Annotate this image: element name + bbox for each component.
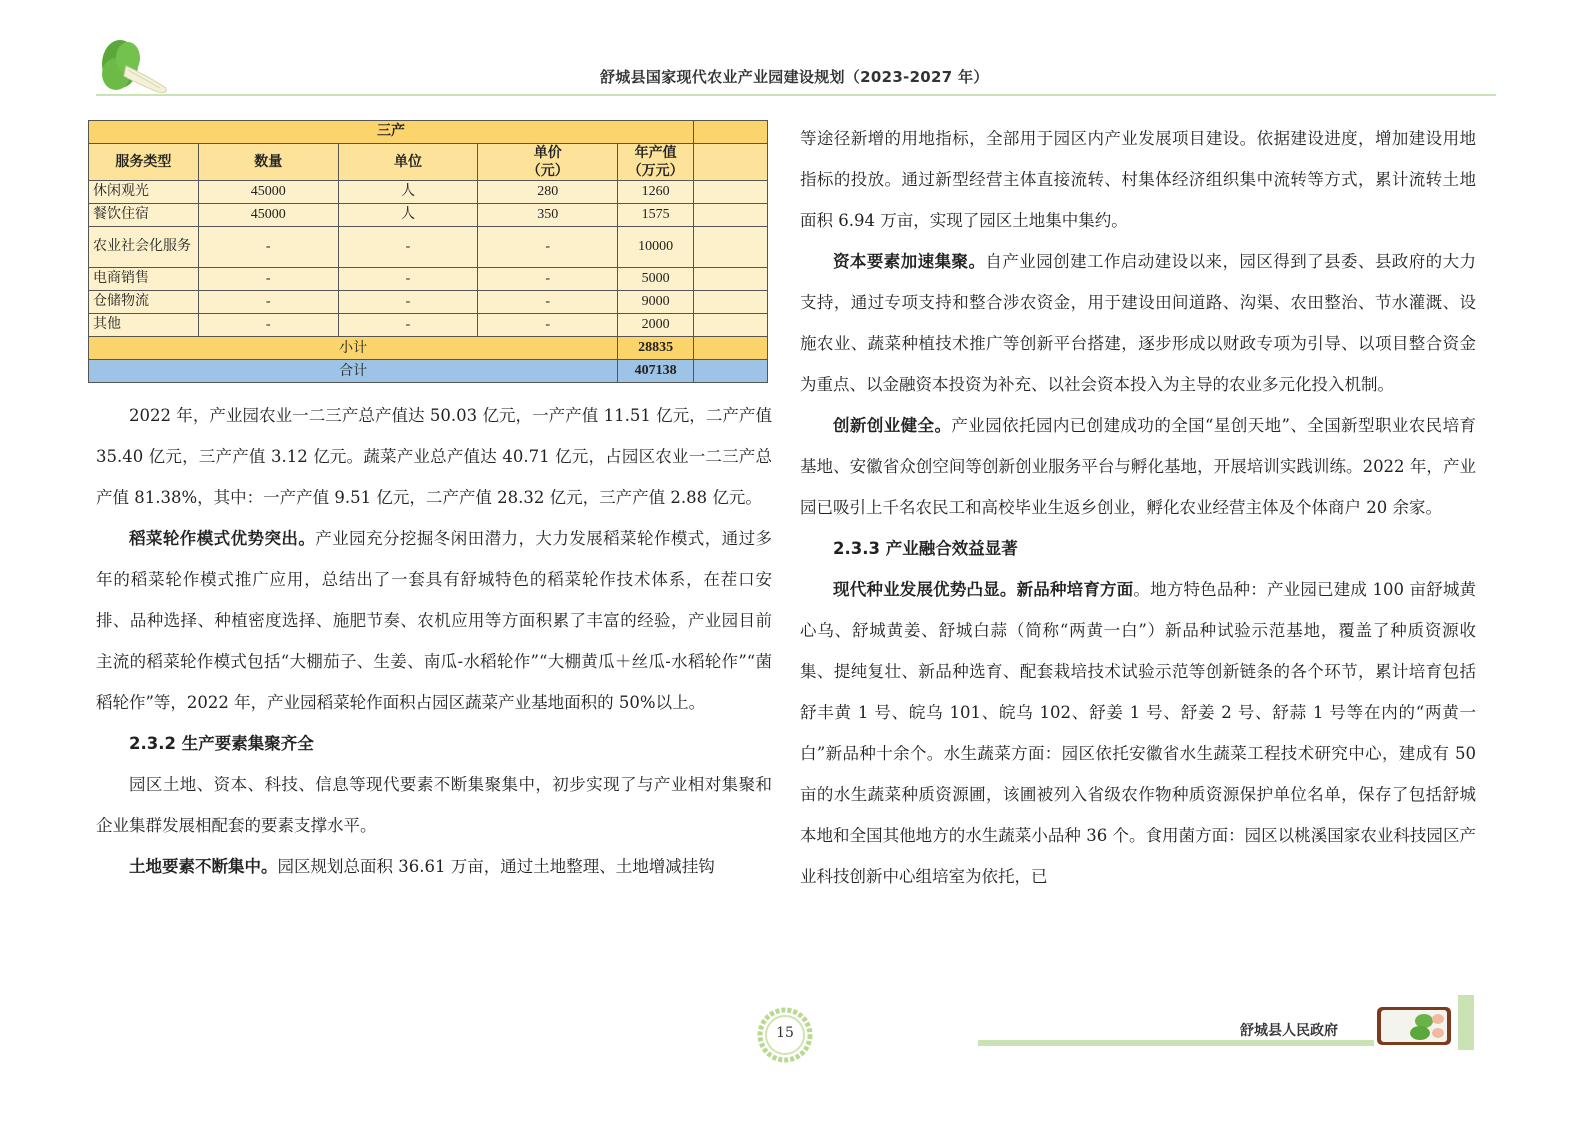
paragraph-body: 自产业园创建工作启动建设以来，园区得到了县委、县政府的大力支持，通过专项支持和整合涉农资金，用于建设田间道路、沟渠、农田整治、节水灌溉、设施农业、蔬菜种植技术推广等创新平台搭建，逐步形成以财政专项为引导、以项目整合资金为重点、以金融资本投资为补充、以社会资本投入为主导的农业多元化投入机制。 [800,252,1477,394]
section-heading-2-3-2: 2.3.2 生产要素集聚齐全 [129,734,314,753]
table-row [89,204,768,227]
paragraph-body: 。地方特色品种：产业园已建成 100 亩舒城黄心乌、舒城黄姜、舒城白蒜（简称“两黄一白”）新品种试验示范基地，覆盖了种质资源收集、提纯复壮、新品种选育、配套栽培技术试验示范等创新链条的各个环节，累计培育包括舒丰黄 1 号、皖乌 101、皖乌 102、舒姜 1 号、舒姜 2 号、舒蒜 1 号等在内的“两黄一白”新品种十余个。水生蔬菜方面：园区依托安徽省水生蔬菜工程技术研究中心，建成有 50 亩的水生蔬菜种质资源圃，该圃被列入省级农作物种质资源保护单位名单，保存了包括舒城本地和全国其他地方的水生蔬菜小品种 36 个。食用菌方面：园区以桃溪国家农业科技园区产业科技创新中心组培室为依托，已 [800,580,1477,886]
cell-value: 5000 [618,268,694,291]
cell-unit: 人 [338,204,478,227]
empty-cell [694,121,768,144]
subtotal-value: 28835 [618,337,694,360]
table-row [89,291,768,314]
cell-value: 2000 [618,314,694,337]
cell-type: 餐饮住宿 [89,204,199,227]
empty-cell [694,314,768,337]
cell-type: 电商销售 [89,268,199,291]
bok-choy-icon [98,36,173,96]
paragraph-production-factors: 园区土地、资本、科技、信息等现代要素不断集聚集中，初步实现了与产业相对集聚和企业集群发展相配套的要素支撑水平。 [96,775,772,835]
page-number: 15 [776,1025,794,1041]
paragraph-lead: 稻菜轮作模式优势突出。 [129,529,316,548]
paragraph-seed-industry [800,569,1476,897]
vegetable-tray-icon [1376,1005,1452,1047]
empty-cell [694,337,768,360]
cell-value: 9000 [618,291,694,314]
band-label: 三产 [89,121,694,144]
cell-qty: - [198,268,338,291]
cell-unit: - [338,291,478,314]
section-heading-2-3-3: 2.3.3 产业融合效益显著 [833,539,1018,558]
paragraph-lead: 现代种业发展优势凸显。新品种培育方面 [833,580,1134,599]
footer-organization: 舒城县人民政府 [1240,1023,1338,1039]
cell-qty: 45000 [198,204,338,227]
cell-price: - [478,291,618,314]
column-header: 单位 [338,144,478,181]
tertiary-industry-table [88,120,768,383]
subtotal-label: 小计 [89,337,618,360]
table-row [89,314,768,337]
right-column [800,118,1476,897]
page-number-badge [757,1007,813,1063]
cell-price: - [478,227,618,268]
paragraph-body: 园区规划总面积 36.61 万亩，通过土地整理、土地增减挂钩 [277,857,715,876]
cell-value: 1575 [618,204,694,227]
paragraph-rice-vegetable-rotation [96,518,772,723]
cell-type: 仓储物流 [89,291,199,314]
cell-price: 280 [478,181,618,204]
paragraph-output-value: 2022 年，产业园农业一二三产总产值达 50.03 亿元，一产产值 11.51 亿元，二产产值 35.40 亿元，三产产值 3.12 亿元。蔬菜产业总产值达 40.71 亿元，占园区农业一二三产总产值 81.38%，其中：一产产值 9.51 亿元，二产产值 28.32 亿元，三产产值 2.88 亿元。 [96,406,772,507]
paragraph-lead: 土地要素不断集中。 [129,857,278,876]
left-column [96,395,772,887]
cell-unit: - [338,227,478,268]
paragraph-body: 产业园充分挖掘冬闲田潜力，大力发展稻菜轮作模式，通过多年的稻菜轮作模式推广应用，总结出了一套具有舒城特色的稻菜轮作技术体系，在茬口安排、品种选择、种植密度选择、施肥节奏、农机应用等方面积累了丰富的经验，产业园目前主流的稻菜轮作模式包括“大棚茄子、生姜、南瓜-水稻轮作”“大棚黄瓜＋丝瓜-水稻轮作”“菌稻轮作”等，2022 年，产业园稻菜轮作面积占园区蔬菜产业基地面积的 50%以上。 [96,529,773,712]
subtotal-row [89,337,768,360]
column-header: 数量 [198,144,338,181]
cell-qty: 45000 [198,181,338,204]
empty-cell [694,144,768,181]
empty-cell [694,268,768,291]
paragraph-land-factors [96,846,772,887]
empty-cell [694,291,768,314]
header-rule [96,94,1496,96]
total-row [89,360,768,383]
cell-qty: - [198,291,338,314]
empty-cell [694,227,768,268]
cell-qty: - [198,314,338,337]
column-header-line: （元） [526,163,569,179]
table-row [89,227,768,268]
cell-unit: - [338,268,478,291]
paragraph-innovation [800,405,1476,528]
empty-cell [694,360,768,383]
total-label: 合计 [89,360,618,383]
cell-price: 350 [478,204,618,227]
paragraph-capital-factors [800,241,1476,405]
table-row [89,181,768,204]
cell-type: 其他 [89,314,199,337]
paragraph-land-continued: 等途径新增的用地指标，全部用于园区内产业发展项目建设。依据建设进度，增加建设用地指标的投放。通过新型经营主体直接流转、村集体经济组织集中流转等方式，累计流转土地面积 6.94 万亩，实现了园区土地集中集约。 [800,129,1476,230]
column-header [478,144,618,181]
cell-type: 休闲观光 [89,181,199,204]
cell-value: 10000 [618,227,694,268]
total-value: 407138 [618,360,694,383]
empty-cell [694,204,768,227]
column-header-line: 单价 [533,145,562,161]
paragraph-lead: 资本要素加速集聚。 [833,252,986,271]
column-header [618,144,694,181]
cell-qty: - [198,227,338,268]
footer-rule [978,1040,1374,1046]
footer-accent-bar [1458,995,1474,1050]
table-header-row [89,144,768,181]
cell-type: 农业社会化服务 [89,227,199,268]
table-band-row [89,121,768,144]
cell-unit: 人 [338,181,478,204]
cell-unit: - [338,314,478,337]
paragraph-lead: 创新创业健全。 [833,416,952,435]
table-row [89,268,768,291]
column-header-line: 年产值 [634,145,677,161]
column-header-line: （万元） [627,163,684,179]
column-header: 服务类型 [89,144,199,181]
cell-price: - [478,268,618,291]
paragraph-body: 产业园依托园内已创建成功的全国“星创天地”、全国新型职业农民培育基地、安徽省众创空间等创新创业服务平台与孵化基地，开展培训实践训练。2022 年，产业园已吸引上千名农民工和高校毕业生返乡创业，孵化农业经营主体及个体商户 20 余家。 [800,416,1477,517]
cell-value: 1260 [618,181,694,204]
document-header-title: 舒城县国家现代农业产业园建设规划（2023-2027 年） [600,68,989,86]
cell-price: - [478,314,618,337]
empty-cell [694,181,768,204]
